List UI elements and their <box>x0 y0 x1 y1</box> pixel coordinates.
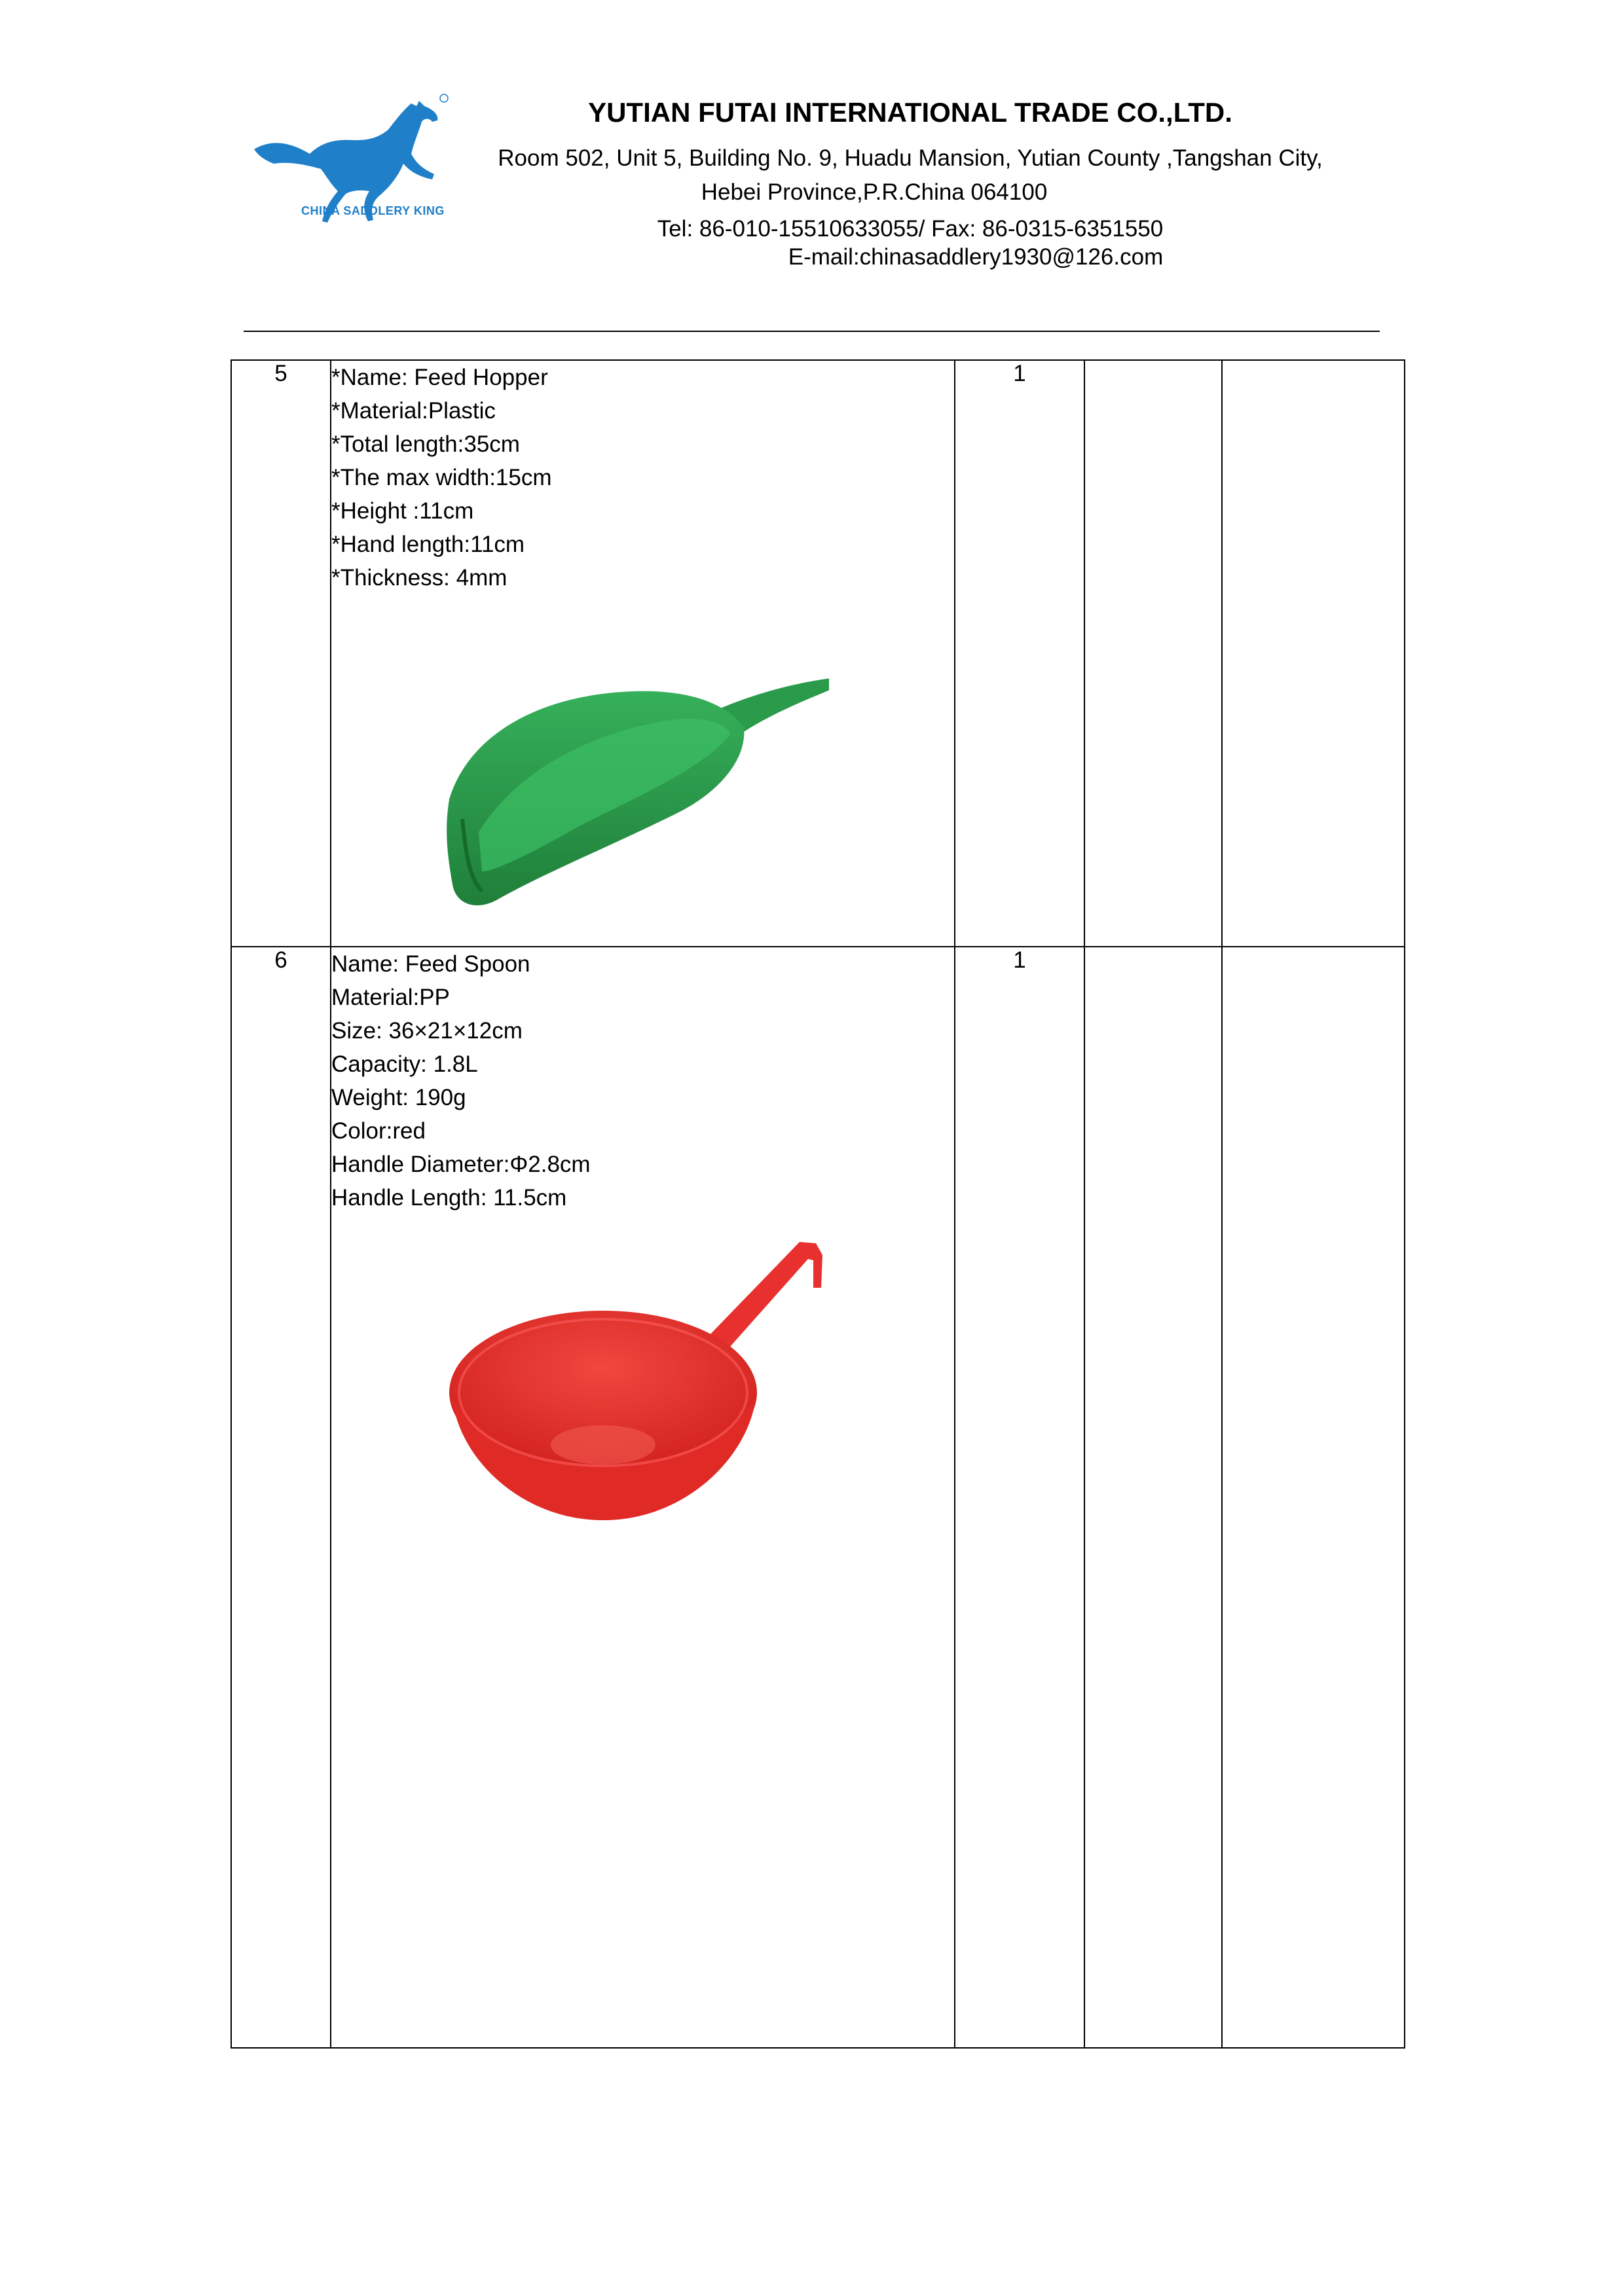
spec-line: *Thickness: 4mm <box>331 565 507 591</box>
item-quantity: 1 <box>955 947 1084 2048</box>
address-line-1: Room 502, Unit 5, Building No. 9, Huadu Mansion, Yutian County ,Tangshan City, <box>498 145 1323 171</box>
item-column-4 <box>1084 360 1222 947</box>
spec-line: Weight: 190g <box>331 1085 466 1110</box>
item-description <box>331 360 955 947</box>
spec-line: *Total length:35cm <box>331 431 520 457</box>
spec-line: Color:red <box>331 1118 426 1144</box>
table-row <box>231 947 1405 2048</box>
spec-line: Handle Diameter:Φ2.8cm <box>331 1152 591 1177</box>
item-column-5 <box>1222 360 1405 947</box>
address-line-2: Hebei Province,P.R.China 064100 <box>701 179 1048 205</box>
spec-line: Capacity: 1.8L <box>331 1051 478 1077</box>
item-description <box>331 947 955 2048</box>
spec-line: Name: Feed Spoon <box>331 951 530 977</box>
item-column-5 <box>1222 947 1405 2048</box>
red-feed-spoon-image <box>443 1229 836 1537</box>
table-row <box>231 360 1405 947</box>
contact-tel-fax: Tel: 86-010-15510633055/ Fax: 86-0315-6351550 <box>657 216 1164 242</box>
green-feed-scoop-image <box>416 636 829 930</box>
spec-line: Handle Length: 11.5cm <box>331 1185 567 1211</box>
item-quantity: 1 <box>955 360 1084 947</box>
item-number: 6 <box>231 947 331 2048</box>
spec-line: *Material:Plastic <box>331 398 496 424</box>
item-number: 5 <box>231 360 331 947</box>
item-column-4 <box>1084 947 1222 2048</box>
spec-line: *Height :11cm <box>331 498 474 524</box>
spec-line: *Hand length:11cm <box>331 532 525 557</box>
header-divider <box>244 331 1380 332</box>
logo-caption: CHINA SADDLERY KING <box>301 204 445 217</box>
spec-line: Size: 36×21×12cm <box>331 1018 523 1044</box>
spec-line: *The max width:15cm <box>331 465 552 490</box>
contact-email: E-mail:chinasaddlery1930@126.com <box>788 244 1164 270</box>
company-name: YUTIAN FUTAI INTERNATIONAL TRADE CO.,LTD. <box>588 97 1232 128</box>
spec-line: Material:PP <box>331 985 450 1010</box>
items-table <box>231 359 1405 2049</box>
spec-line: *Name: Feed Hopper <box>331 365 548 390</box>
